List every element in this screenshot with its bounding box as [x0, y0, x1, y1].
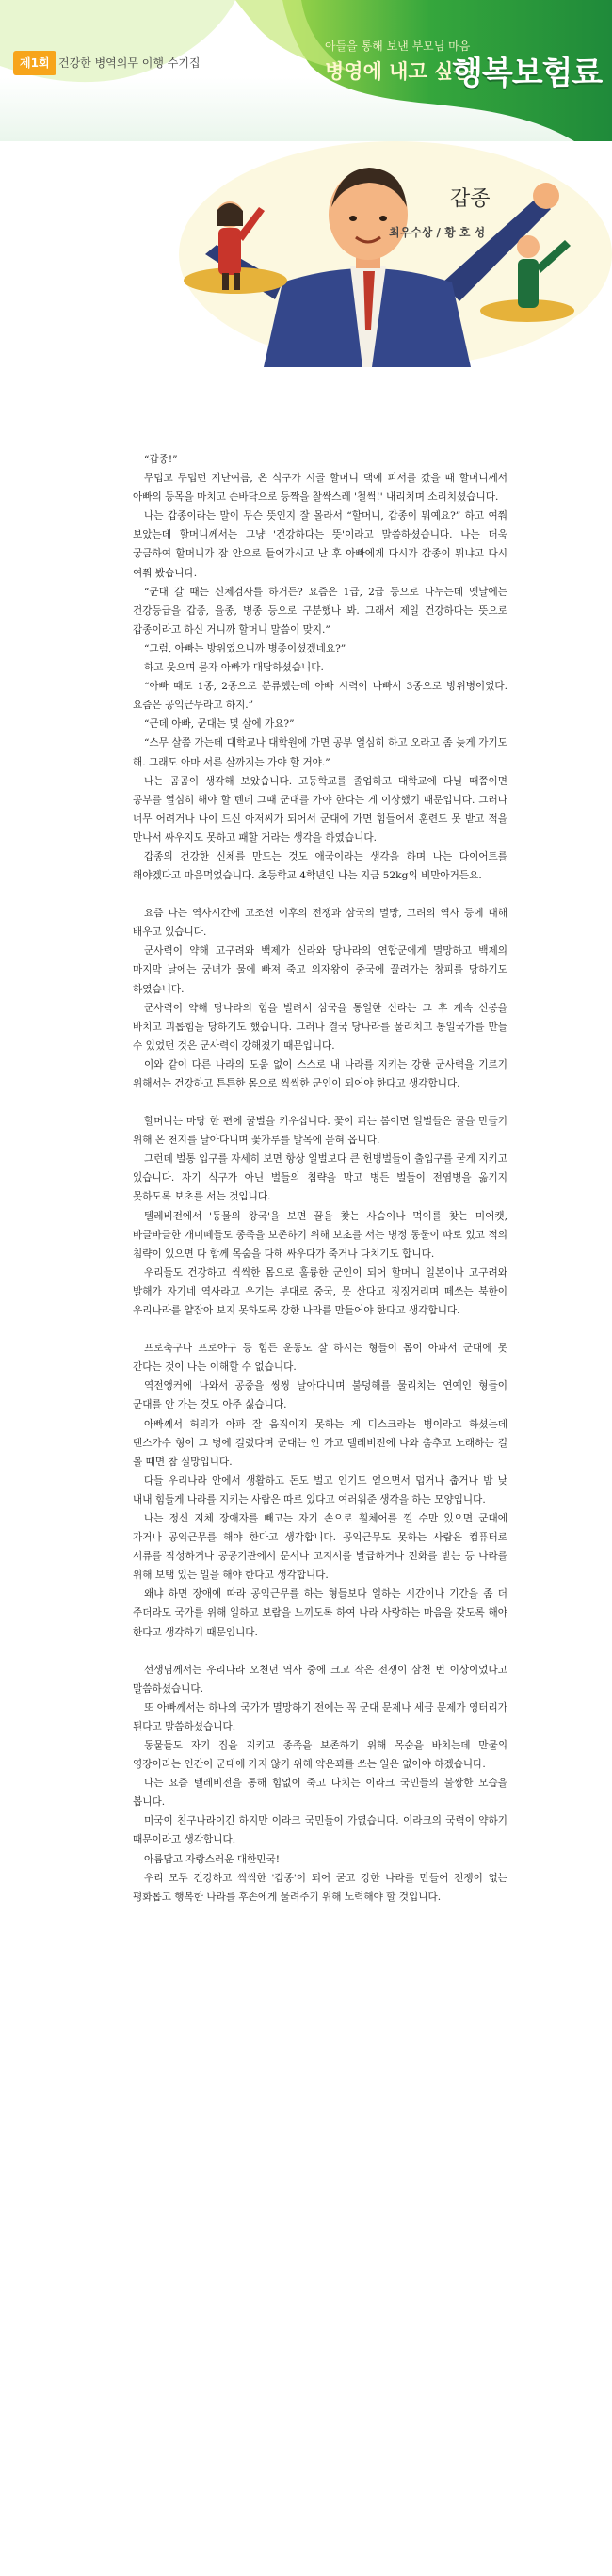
- article-body: [133, 450, 507, 1925]
- paragraph: “갑종!”: [144, 454, 178, 465]
- paragraph: 선생님께서는 우리나라 오천년 역사 중에 크고 작은 전쟁이 삼천 번 이상이었다고 말씀하셨습니다.: [133, 1664, 507, 1695]
- paragraph: 군사력이 약해 당나라의 힘을 빌려서 삼국을 통일한 신라는 그 후 계속 신봉을 바치고 괴롭힘을 당하기도 했습니다. 그러나 결국 당나라를 물리치고 통일국가를 만들 수 있었던 것은 군사력이 강해졌기 때문입니다.: [133, 1002, 507, 1052]
- paragraph: 나는 곰곰이 생각해 보았습니다. 고등학교를 졸업하고 대학교에 다닐 때쯤이면 공부를 열심히 해야 할 텐데 그때 군대를 가야 한다는 게 이상했기 때문입니다. 그러나 너무 어려거나 나이 드신 아저씨가 되어서 군대에 가면 힘들어서 훈련도 못 받고 적을 만나서 싸우지도 못하고 패할 거라는 생각을 하였습니다.: [133, 775, 507, 844]
- essay-section-5: [133, 1661, 507, 1907]
- paragraph: 왜냐 하면 장애에 따라 공익근무를 하는 형들보다 일하는 시간이나 기간을 좀 더 주더라도 국가를 위해 일하고 보람을 느끼도록 하여 나라 사랑하는 마음을 갖도록 해야 한다고 생각하기 때문입니다.: [133, 1588, 507, 1638]
- paragraph: 그런데 벌통 입구를 자세히 보면 항상 일벌보다 큰 헌병벌들이 출입구를 굳게 지키고 있습니다. 자기 식구가 아닌 벌들의 침략을 막고 병든 벌들이 전염병을 옮기지 못하도록 보초를 서는 것입니다.: [133, 1153, 507, 1203]
- essay-section-1: [133, 450, 507, 885]
- paragraph: “그럼, 아빠는 방위였으니까 병종이셨겠네요?”: [144, 642, 346, 654]
- paragraph: 동물들도 자기 집을 지키고 종족을 보존하기 위해 목숨을 바치는데 만물의 영장이라는 인간이 군대에 가지 않기 위해 약은꾀를 쓰는 일은 없어야 하겠습니다.: [133, 1740, 507, 1771]
- campaign-title: 행복보험료: [452, 55, 603, 92]
- paragraph: 나는 요즘 텔레비전을 통해 힘없이 죽고 다치는 이라크 국민들의 불쌍한 모습을 봅니다.: [133, 1778, 507, 1809]
- paragraph: “스무 살쯤 가는데 대학교나 대학원에 가면 공부 열심히 하고 오라고 좀 늦게 가기도 해. 그래도 아마 서른 살까지는 가야 할 거야.”: [133, 737, 507, 768]
- paragraph: 우리들도 건강하고 씩씩한 몸으로 훌륭한 군인이 되어 할머니 일본이나 고구려와 발해가 자기네 역사라고 우기는 부대로 중국, 못 산다고 징징거리며 떼쓰는 북한이 우리나라를 얕잡아 보지 못하도록 강한 나라를 만들어야 한다고 생각합니다.: [133, 1266, 507, 1317]
- paragraph: 아름답고 자랑스러운 대한민국!: [144, 1853, 281, 1865]
- soldier-illustration: [0, 141, 612, 367]
- paragraph: “아빠 때도 1종, 2종으로 분류했는데 아빠 시력이 나빠서 3종으로 방위병이었다. 요즘은 공익근무라고 하지.”: [133, 681, 507, 712]
- article-title: 갑종: [450, 187, 491, 211]
- paragraph: 군사력이 약해 고구려와 백제가 신라와 당나라의 연합군에게 멸망하고 백제의 마지막 날에는 궁녀가 물에 빠져 죽고 의자왕이 중국에 끌려가는 창피를 당하기도 하였습니다.: [133, 945, 507, 995]
- paragraph: 요즘 나는 역사시간에 고조선 이후의 전쟁과 삼국의 멸망, 고려의 역사 등에 대해 배우고 있습니다.: [133, 908, 507, 939]
- campaign-lead: 병영에 내고 싶은: [325, 60, 473, 83]
- paragraph: “군대 갈 때는 신체검사를 하거든? 요즘은 1급, 2급 등으로 나누는데 옛날에는 건강등급을 갑종, 을종, 병종 등으로 구분했나 봐. 그래서 제일 건강하다는 뜻으로 갑종이라고 하신 거니까 할머니 말씀이 맞지.”: [133, 586, 507, 636]
- paragraph: 또 아빠께서는 하나의 국가가 멸망하기 전에는 꼭 군대 문제나 세금 문제가 영터리가 된다고 말씀하셨습니다.: [133, 1701, 507, 1732]
- paragraph: 갑종의 건강한 신체를 만드는 것도 애국이라는 생각을 하며 나는 다이어트를 해야겠다고 마음먹었습니다. 초등학교 4학년인 나는 지금 52kg의 비만아거든요.: [133, 850, 507, 882]
- paragraph: 하고 웃으며 묻자 아빠가 대답하셨습니다.: [144, 662, 324, 674]
- paragraph: “근데 아빠, 군대는 몇 살에 가요?”: [144, 718, 295, 731]
- paragraph: 할머니는 마당 한 편에 꿀벌을 키우십니다. 꽃이 피는 봄이면 일벌들은 꿀을 만들기 위해 온 천지를 날아다니며 꽃가루를 발목에 묻혀 옵니다.: [133, 1116, 507, 1147]
- episode-badge: 제1회: [13, 51, 56, 75]
- campaign-tagline: 아들을 통해 보낸 부모님 마음: [325, 40, 471, 53]
- paragraph: 무덥고 무덥던 지난여름, 온 식구가 시골 할머니 댁에 피서를 갔을 때 할머니께서 아빠의 등목을 마치고 손바닥으로 등짝을 찰싹스레 '철썩!' 내리치며 소리치셨습니다.: [133, 473, 507, 504]
- paragraph: 미국이 친구나라이긴 하지만 이라크 국민들이 가엾습니다. 이라크의 국력이 약하기 때문이라고 생각합니다.: [133, 1815, 507, 1846]
- essay-section-4: [133, 1339, 507, 1642]
- paragraph: 나는 정신 지체 장애자를 빼고는 자기 손으로 훨체어를 낄 수만 있으면 군대에 가거나 공익근무를 해야 한다고 생각합니다. 공익근무도 못하는 사람은 컴퓨터로 서류를 작성하거나 공공기관에서 문서나 고지서를 발급하거나 전화를 받는 등 나라를 위해 보탬 있는 일을 해야 한다고 생각합니다.: [133, 1512, 507, 1582]
- page-header: [0, 0, 612, 141]
- series-subtitle: 건강한 병역의무 이행 수기집: [58, 56, 201, 70]
- paragraph: 텔레비전에서 '동물의 왕국'을 보면 꿀을 찾는 사슴이나 먹이를 찾는 미어캣, 바글바글한 개미떼들도 종족을 보존하기 위해 보초를 서는 병정 동물이 따로 있고 적의 침략이 있으면 다 함께 목숨을 다해 싸우다가 죽거나 다치기도 합니다.: [133, 1210, 507, 1260]
- paragraph: 역전앵커에 나와서 공중을 씽씽 날아다니며 불덩해를 물리치는 연예인 형들이 군대를 안 가는 것도 아주 싫습니다.: [133, 1380, 507, 1411]
- paragraph: 아빠께서 허리가 아파 잘 움직이지 못하는 게 디스크라는 병이라고 하셨는데 댄스가수 형이 그 병에 걸렸다며 군대는 안 가고 텔레비전에 나와 춤추고 노래하는 걸 볼 때면 참 실망입니다.: [133, 1418, 507, 1468]
- article-byline: 최우수상 / 황 호 성: [389, 226, 486, 239]
- paragraph: 우리 모두 건강하고 씩씩한 '갑종'이 되어 굳고 강한 나라를 만들어 전쟁이 없는 평화롭고 행복한 나라를 후손에게 물려주기 위해 노력해야 할 것입니다.: [133, 1872, 507, 1903]
- paragraph: 나는 갑종이라는 말이 무슨 뜻인지 잘 몰라서 “할머니, 갑종이 뭐예요?” 하고 여쭤 보았는데 할머니께서는 그냥 '건강하다는 뜻'이라고 말씀하셨습니다. 나는 더욱 궁금하여 할머니가 잠 안으로 들어가시고 난 후 아빠에게 다시가 갑종이 뭐냐고 다시 여쭤 봤습니다.: [133, 510, 507, 579]
- paragraph: 이와 같이 다른 나라의 도움 없이 스스로 내 나라를 지키는 강한 군사력을 기르기 위해서는 건강하고 튼튼한 몸으로 씩씩한 군인이 되어야 한다고 생각합니다.: [133, 1058, 507, 1089]
- paragraph: 프로축구나 프로야구 등 힘든 운동도 잘 하시는 형들이 몸이 아파서 군대에 못 간다는 것이 나는 이해할 수 없습니다.: [133, 1343, 507, 1374]
- essay-section-3: [133, 1112, 507, 1320]
- paragraph: 다들 우리나라 안에서 생활하고 돈도 벌고 인기도 얻으면서 덥거나 춥거나 밤 낮 내내 힘들게 나라를 지키는 사람은 따로 있다고 여러워준 생각을 하는 모양입니다.: [133, 1474, 507, 1505]
- essay-section-2: [133, 904, 507, 1093]
